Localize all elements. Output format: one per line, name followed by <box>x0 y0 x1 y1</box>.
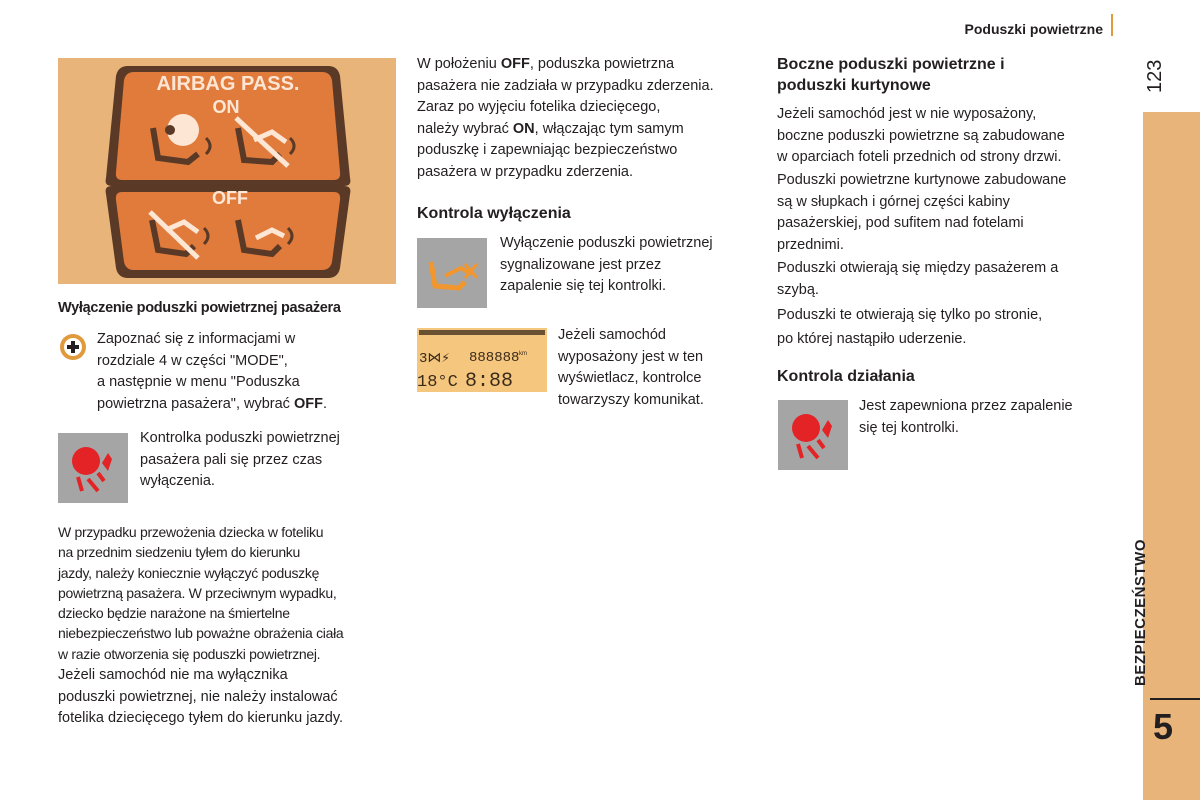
side-airbags-paragraph <box>777 104 1127 169</box>
p-line: Poduszki te otwierają się tylko po stronie, <box>777 307 1043 323</box>
p-line: boczne poduszki powietrzne są zabudowane <box>777 127 1065 144</box>
curtain-airbags-paragraph <box>777 170 1127 256</box>
airbag-function-lamp-image <box>778 400 848 470</box>
panel-title-text: AIRBAG PASS. <box>156 73 300 95</box>
p-line: Poduszki powietrzne kurtynowe zabudowane <box>777 172 1067 188</box>
para-line: powietrzną pasażera. W przeciwnym wypadku, <box>58 584 337 601</box>
note-line: powietrzna pasażera", wybrać <box>97 395 294 412</box>
p1-line: pasażera nie zadziała w przypadku zderzenia. <box>417 77 714 94</box>
p1-bold-off: OFF <box>500 56 530 72</box>
passenger-airbag-off-heading: Wyłączenie poduszki powietrznej pasażera <box>58 300 341 316</box>
page-number: 123 <box>1144 59 1166 93</box>
p-line: Poduszki otwierają się między pasażerem a <box>777 260 1059 276</box>
display-text <box>558 325 758 411</box>
p-line: są w słupkach i górnej części kabiny <box>777 193 1010 210</box>
panel-on-text: ON <box>212 97 240 117</box>
para-line: fotelika dziecięcego tyłem do kierunku jazdy. <box>58 710 344 726</box>
lcd-seat-icon: 3⋈⚡ <box>419 351 450 367</box>
p2-bold-on: ON <box>512 120 535 137</box>
display-line: towarzyszy komunikat. <box>558 391 704 408</box>
p2-line: Zaraz po wyjęciu fotelika dziecięcego, <box>417 99 661 115</box>
child-seat-warning-paragraph <box>58 522 398 664</box>
warning-line: wyłączenia. <box>140 473 215 489</box>
lamp-text <box>500 233 760 298</box>
para-line: poduszki powietrznej, nie należy instalować <box>58 688 338 705</box>
p-line: w oparciach foteli przednich od strony drzwi. <box>777 149 1062 165</box>
note-line: Zapoznać się z informacjami w <box>97 331 296 347</box>
airbag-warning-lamp-image <box>58 433 128 503</box>
p-line: szybą. <box>777 281 819 298</box>
running-header: Poduszki powietrzne <box>964 21 1103 37</box>
airbag-warning-icon <box>58 433 128 503</box>
p1-pre: W położeniu <box>417 56 501 72</box>
p2-line: poduszkę i zapewniając bezpieczeństwo <box>417 142 678 158</box>
p2-pre: należy wybrać <box>417 120 513 137</box>
lamp-line: sygnalizowane jest przez <box>500 256 662 273</box>
note-end: . <box>322 395 327 412</box>
deactivation-control-heading: Kontrola wyłączenia <box>417 205 571 222</box>
heading-line: poduszki kurtynowe <box>777 77 931 94</box>
display-line: Jeżeli samochód <box>558 327 666 343</box>
impact-side-paragraph <box>777 303 1127 351</box>
para-line: w razie otworzenia się poduszki powietrznej. <box>58 645 321 662</box>
p2-line: pasażera w przypadku zderzenia. <box>417 163 634 180</box>
info-plus-icon <box>58 332 88 362</box>
lcd-unit: km <box>519 351 527 357</box>
warning-line: Kontrolka poduszki powietrznej <box>140 430 340 446</box>
off-position-paragraph <box>417 54 762 97</box>
note-bold-off: OFF <box>293 395 323 412</box>
on-position-paragraph <box>417 97 762 183</box>
lcd-temperature: 18°C <box>417 373 458 392</box>
header-rule <box>1111 14 1113 36</box>
para-line: jazdy, należy koniecznie wyłączyć poduszkę <box>58 564 320 581</box>
function-check-heading: Kontrola działania <box>777 368 915 385</box>
p1-post: , poduszka powietrzna <box>529 56 675 72</box>
airbag-off-lamp-image <box>417 238 487 308</box>
p-line: pasażerskiej, pod sufitem nad fotelami <box>777 215 1024 231</box>
side-curtain-airbags-heading <box>777 54 1127 96</box>
p-line: przednimi. <box>777 236 844 253</box>
p-line: Jeżeli samochód jest w nie wyposażony, <box>777 106 1037 122</box>
warning-lamp-text <box>140 428 390 493</box>
check-line: Jest zapewniona przez zapalenie <box>859 398 1073 414</box>
airbag-warning-icon <box>778 400 848 470</box>
airbag-panel-svg <box>58 58 396 284</box>
note-line: a następnie w menu "Poduszka <box>97 374 300 390</box>
para-line: niebezpieczeństwo lub poważne obrażenia ciała <box>58 625 344 642</box>
lamp-line: zapalenie się tej kontrolki. <box>500 278 667 294</box>
airbag-pass-panel-image <box>58 58 396 284</box>
p-line: po której nastąpiło uderzenie. <box>777 331 967 347</box>
check-line: się tej kontrolki. <box>859 419 959 436</box>
function-check-text <box>859 396 1129 439</box>
lcd-clock: 8:88 <box>465 370 514 392</box>
note-line: rozdziale 4 w części "MODE", <box>97 352 288 369</box>
heading-line: Boczne poduszki powietrzne i <box>777 56 1005 73</box>
seat-airbag-off-lamp-icon <box>417 238 487 308</box>
lcd-odometer: 888888 <box>469 350 520 366</box>
p2-post: , włączając tym samym <box>534 120 684 137</box>
panel-off-text: OFF <box>212 188 248 208</box>
display-line: wyświetlacz, kontrolce <box>558 370 702 386</box>
deploy-paragraph <box>777 258 1127 301</box>
warning-line: pasażera pali się przez czas <box>140 451 323 468</box>
chapter-side-tab <box>1143 112 1200 800</box>
display-line: wyposażony jest w ten <box>558 348 704 365</box>
lcd-display-svg <box>417 328 547 392</box>
para-line: dziecko będzie narażone na śmiertelne <box>58 605 290 622</box>
chapter-tab-rule <box>1150 698 1200 700</box>
chapter-tab-label: BEZPIECZEŃSTWO <box>1132 538 1149 686</box>
para-line: na przednim siedzeniu tyłem do kierunku <box>58 544 300 561</box>
multifunction-display-image <box>417 328 547 392</box>
para-line: Jeżeli samochód nie ma wyłącznika <box>58 667 288 683</box>
lamp-line: Wyłączenie poduszki powietrznej <box>500 235 713 251</box>
para-line: W przypadku przewożenia dziecka w foteliku <box>58 524 324 540</box>
no-switch-paragraph <box>58 665 398 730</box>
chapter-number: 5 <box>1153 706 1174 747</box>
